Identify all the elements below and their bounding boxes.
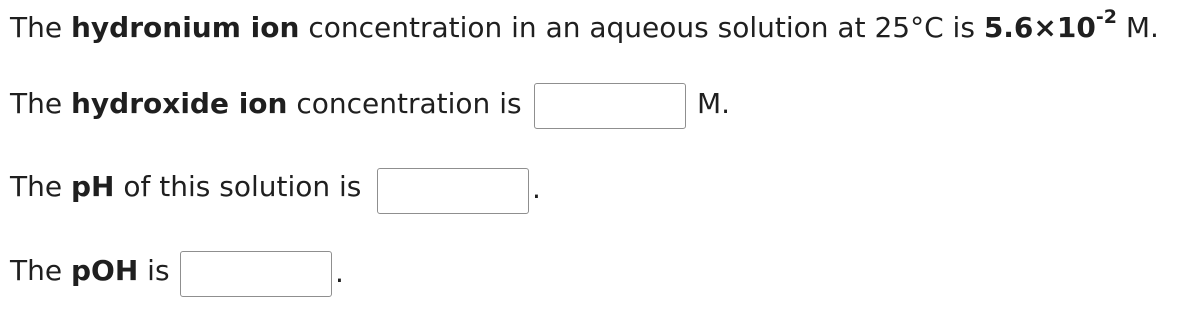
- question-statement: [10, 6, 1159, 44]
- ph-prompt: [10, 170, 362, 203]
- hydroxide-prompt: [10, 87, 522, 120]
- hydroxide-ion-label: hydroxide ion: [70, 87, 288, 120]
- concentration-exponent: -2: [1095, 6, 1117, 28]
- question-middle-text: concentration in an aqueous solution at 25°C is: [299, 11, 984, 44]
- question-prefix: The: [10, 11, 71, 44]
- ph-input[interactable]: [377, 168, 529, 214]
- poh-prefix: The: [10, 254, 71, 287]
- concentration-unit: M.: [1116, 11, 1159, 44]
- ph-suffix: of this solution is: [114, 170, 362, 203]
- poh-input[interactable]: [180, 251, 332, 297]
- ph-period: .: [532, 172, 541, 205]
- poh-suffix: is: [138, 254, 170, 287]
- ph-label: pH: [70, 170, 115, 203]
- hydroxide-prefix: The: [10, 87, 71, 120]
- hydronium-ion-label: hydronium ion: [70, 11, 300, 44]
- hydroxide-unit: M.: [697, 87, 731, 120]
- hydroxide-concentration-input[interactable]: [534, 83, 686, 129]
- poh-prompt: [10, 254, 170, 287]
- concentration-mantissa: 5.6×10: [983, 11, 1096, 44]
- poh-period: .: [335, 256, 344, 289]
- poh-label: pOH: [70, 254, 139, 287]
- ph-prefix: The: [10, 170, 71, 203]
- hydronium-concentration-value: [983, 6, 1117, 44]
- hydroxide-suffix: concentration is: [287, 87, 522, 120]
